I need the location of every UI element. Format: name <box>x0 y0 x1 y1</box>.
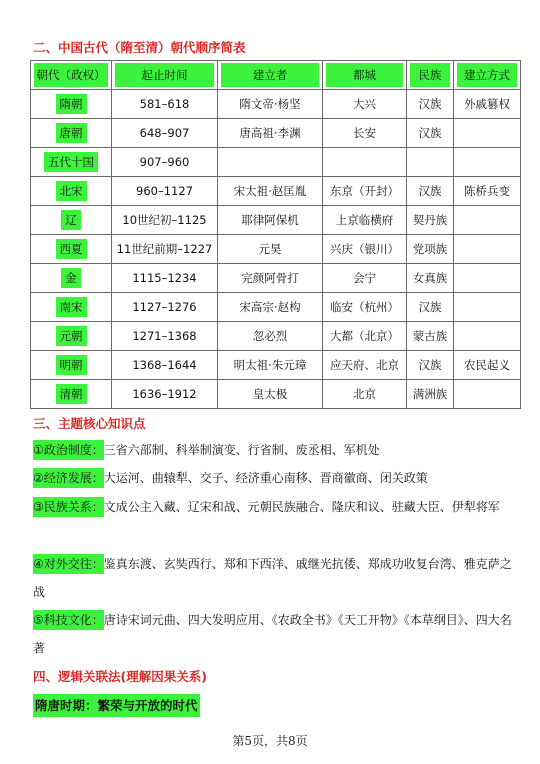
header-dynasty: 朝代（政权） <box>31 61 112 90</box>
table-cell: 唐高祖·李渊 <box>218 119 323 148</box>
header-ethnicity: 民族 <box>407 61 454 90</box>
table-cell <box>454 293 521 322</box>
table-cell: 1636–1912 <box>112 380 218 409</box>
knowledge-item-foreign <box>33 550 513 606</box>
item-label: ③民族关系： <box>33 497 104 517</box>
table-cell <box>454 235 521 264</box>
table-cell <box>454 148 521 177</box>
table-cell: 907–960 <box>112 148 218 177</box>
dynasty-name-cell: 五代十国 <box>31 148 112 177</box>
table-cell <box>454 206 521 235</box>
table-row <box>31 235 521 264</box>
table-row <box>31 119 521 148</box>
item-label: ④对外交往： <box>33 554 104 574</box>
table-row <box>31 380 521 409</box>
table-cell: 满洲族 <box>407 380 454 409</box>
page-footer: 第5页，共8页 <box>232 734 308 748</box>
header-period: 起止时间 <box>112 61 218 90</box>
table-cell: 汉族 <box>407 351 454 380</box>
dynasty-name-cell: 南宋 <box>31 293 112 322</box>
knowledge-item-ethnic <box>33 493 513 521</box>
section-2-title: 二、中国古代（隋至清）朝代顺序简表 <box>33 40 246 55</box>
table-cell: 陈桥兵变 <box>454 177 521 206</box>
knowledge-item-science <box>33 606 513 662</box>
dynasty-name-cell: 辽 <box>31 206 112 235</box>
header-method: 建立方式 <box>454 61 521 90</box>
table-cell: 女真族 <box>407 264 454 293</box>
table-cell: 大都（北京） <box>323 322 407 351</box>
table-row <box>31 322 521 351</box>
table-cell: 11世纪前期–1227 <box>112 235 218 264</box>
table-cell: 农民起义 <box>454 351 521 380</box>
dynasty-name-cell: 元朝 <box>31 322 112 351</box>
dynasty-name-cell: 清朝 <box>31 380 112 409</box>
knowledge-item-politics <box>33 436 513 464</box>
table-cell: 完颜阿骨打 <box>218 264 323 293</box>
table-cell: 汉族 <box>407 119 454 148</box>
table-cell: 大兴 <box>323 90 407 119</box>
table-cell: 皇太极 <box>218 380 323 409</box>
table-cell <box>218 148 323 177</box>
table-cell: 上京临横府 <box>323 206 407 235</box>
table-cell: 隋文帝·杨坚 <box>218 90 323 119</box>
table-cell <box>323 148 407 177</box>
item-text: 唐诗宋词元曲、四大发明应用、《农政全书》《天工开物》《本草纲目》、四大名著 <box>33 613 512 655</box>
item-label: ①政治制度： <box>33 440 104 460</box>
table-cell: 兴庆（银川） <box>323 235 407 264</box>
table-cell: 1127–1276 <box>112 293 218 322</box>
section-4-subtitle: 隋唐时期：繁荣与开放的时代 <box>33 696 200 714</box>
item-text: 大运河、曲辕犁、交子、经济重心南移、晋商徽商、闭关政策 <box>103 471 428 485</box>
dynasty-name-cell: 金 <box>31 264 112 293</box>
table-cell: 10世纪初–1125 <box>112 206 218 235</box>
table-cell: 宋太祖·赵匡胤 <box>218 177 323 206</box>
table-cell: 汉族 <box>407 177 454 206</box>
table-row <box>31 90 521 119</box>
table-row <box>31 293 521 322</box>
table-cell: 北京 <box>323 380 407 409</box>
item-text: 三省六部制、科举制演变、行省制、废丞相、军机处 <box>103 443 380 457</box>
table-cell: 汉族 <box>407 293 454 322</box>
section-3-title: 三、主题核心知识点 <box>33 416 146 431</box>
header-capital: 都城 <box>323 61 407 90</box>
table-cell: 1368–1644 <box>112 351 218 380</box>
table-cell <box>454 322 521 351</box>
table-cell: 明太祖·朱元璋 <box>218 351 323 380</box>
table-cell: 党项族 <box>407 235 454 264</box>
table-row <box>31 264 521 293</box>
table-cell: 元昊 <box>218 235 323 264</box>
table-cell: 581–618 <box>112 90 218 119</box>
table-cell: 1115–1234 <box>112 264 218 293</box>
table-cell: 临安（杭州） <box>323 293 407 322</box>
table-cell <box>454 119 521 148</box>
table-cell: 蒙古族 <box>407 322 454 351</box>
table-cell: 契丹族 <box>407 206 454 235</box>
item-text: 文成公主入藏、辽宋和战、元朝民族融合、隆庆和议、驻藏大臣、伊犁将军 <box>103 500 500 514</box>
table-cell: 960–1127 <box>112 177 218 206</box>
table-cell: 外戚篡权 <box>454 90 521 119</box>
table-row <box>31 148 521 177</box>
table-cell: 耶律阿保机 <box>218 206 323 235</box>
table-cell: 长安 <box>323 119 407 148</box>
dynasty-name-cell: 隋朝 <box>31 90 112 119</box>
table-row <box>31 177 521 206</box>
dynasty-name-cell: 北宋 <box>31 177 112 206</box>
item-label: ⑤科技文化： <box>33 610 104 630</box>
item-text: 鉴真东渡、玄奘西行、郑和下西洋、戚继光抗倭、郑成功收复台湾、雅克萨之战 <box>33 557 512 599</box>
table-cell: 应天府、北京 <box>323 351 407 380</box>
table-cell: 宋高宗·赵构 <box>218 293 323 322</box>
table-cell: 汉族 <box>407 90 454 119</box>
table-row <box>31 351 521 380</box>
dynasty-name-cell: 明朝 <box>31 351 112 380</box>
item-label: ②经济发展： <box>33 468 104 488</box>
table-cell: 忽必烈 <box>218 322 323 351</box>
dynasty-name-cell: 西夏 <box>31 235 112 264</box>
table-cell <box>454 380 521 409</box>
table-cell <box>407 148 454 177</box>
header-founder: 建立者 <box>218 61 323 90</box>
table-header-row <box>31 61 521 90</box>
dynasty-table <box>30 60 521 409</box>
table-cell: 东京（开封） <box>323 177 407 206</box>
table-row <box>31 206 521 235</box>
table-cell <box>454 264 521 293</box>
table-cell: 648–907 <box>112 119 218 148</box>
knowledge-item-economy <box>33 464 513 492</box>
table-cell: 1271–1368 <box>112 322 218 351</box>
dynasty-name-cell: 唐朝 <box>31 119 112 148</box>
table-cell: 会宁 <box>323 264 407 293</box>
section-4-title: 四、逻辑关联法(理解因果关系) <box>33 669 207 684</box>
